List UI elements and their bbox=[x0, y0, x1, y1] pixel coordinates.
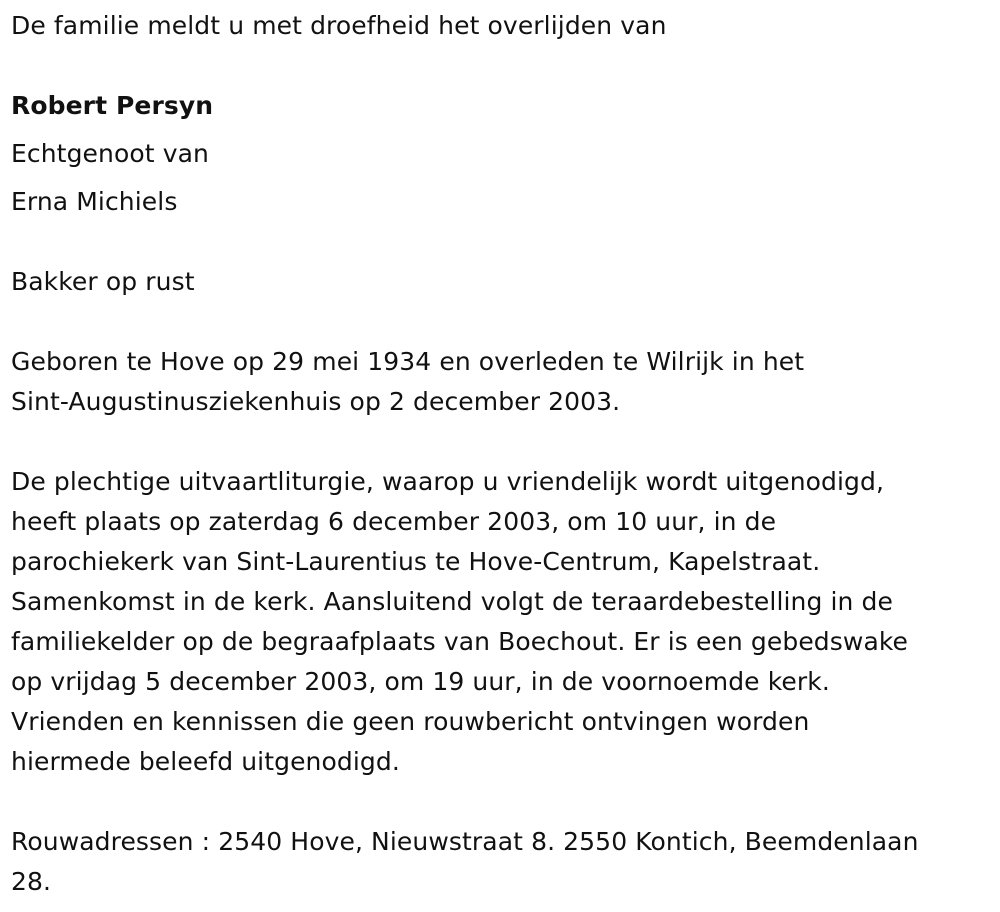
occupation: Bakker op rust bbox=[11, 267, 195, 296]
birth-death-line: Geboren te Hove op 29 mei 1934 en overleden te Wilrijk in het bbox=[11, 347, 805, 376]
spouse-label: Echtgenoot van bbox=[11, 139, 209, 168]
funeral-line: Vrienden en kennissen die geen rouwbericht ontvingen worden bbox=[11, 707, 810, 736]
funeral-line: op vrijdag 5 december 2003, om 19 uur, in de voornoemde kerk. bbox=[11, 667, 830, 696]
intro-text: De familie meldt u met droefheid het overlijden van bbox=[11, 11, 667, 40]
funeral-line: heeft plaats op zaterdag 6 december 2003, om 10 uur, in de bbox=[11, 507, 777, 536]
addresses-line: 28. bbox=[11, 867, 52, 896]
funeral-line: De plechtige uitvaartliturgie, waarop u vriendelijk wordt uitgenodigd, bbox=[11, 467, 885, 496]
funeral-line: hiermede beleefd uitgenodigd. bbox=[11, 747, 400, 776]
funeral-line: parochiekerk van Sint-Laurentius te Hove-Centrum, Kapelstraat. bbox=[11, 547, 821, 576]
spouse-name: Erna Michiels bbox=[11, 187, 178, 216]
birth-death-line: Sint-Augustinusziekenhuis op 2 december 2003. bbox=[11, 387, 621, 416]
funeral-line: familiekelder op de begraafplaats van Boechout. Er is een gebedswake bbox=[11, 627, 909, 656]
funeral-line: Samenkomst in de kerk. Aansluitend volgt de teraardebestelling in de bbox=[11, 587, 893, 616]
addresses-line: Rouwadressen : 2540 Hove, Nieuwstraat 8. 2550 Kontich, Beemdenlaan bbox=[11, 827, 919, 856]
deceased-name: Robert Persyn bbox=[11, 91, 214, 120]
